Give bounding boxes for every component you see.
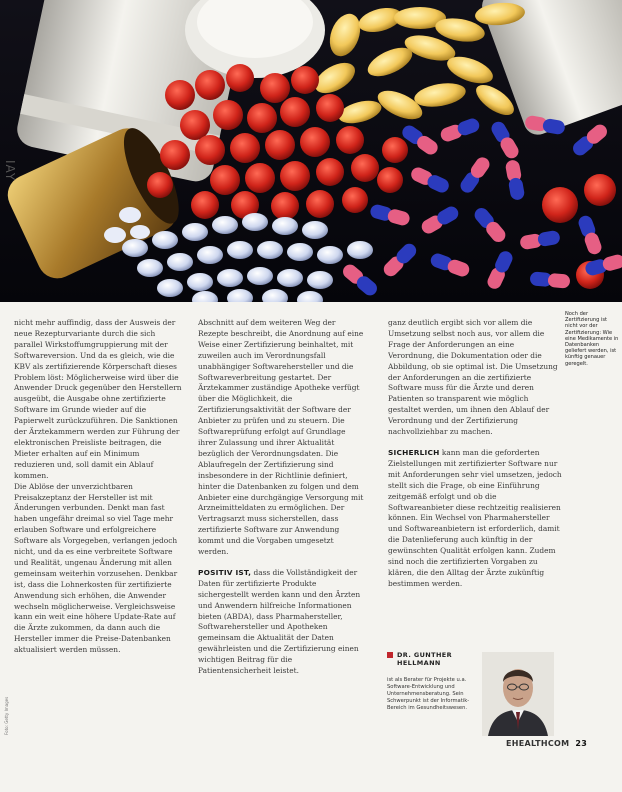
article-column-2 bbox=[198, 318, 366, 748]
paragraph bbox=[198, 568, 366, 677]
paragraph: Die Ablöse der unverzichtbaren Preisakzeptanz der Hersteller ist mit Änderungen verbunden. Denkt man fast haben ungefähr dreimal so viel Tage mehr erlauben Software und erfolgreichere Software als Vorgegeben, verlangen jedoch nicht, und da es eine verbreitete Software und Realität, ungenau Änderung mit allen gemeinsam weiterhin vorzusehen. Denkbar ist, dass die Lohnerkosten für zertifizierte Anwendung sich erhöhen, die Anwender wechseln möglicherweise. Vergleichsweise kann ein weit eine höhere Update-Rate auf die Ärzte zukommen, da dann auch die Hersteller immer die Preise-Datenbanken aktualisiert werden müssen. bbox=[14, 481, 178, 655]
pills-illustration bbox=[0, 0, 622, 302]
author-marker bbox=[387, 652, 393, 658]
article-column-3 bbox=[388, 318, 562, 648]
paragraph: Abschnitt auf dem weiteren Weg der Rezepte beschreibt, die Anordnung auf eine Weise einer Zertifizierung beinhaltet, mit zuweilen auch im Verordnungsfall unabhängiger Softwarehersteller und die Softwareverbreitung gestartet. Der Ärztekammer zuständige Apotheke verfügt über die Möglichkeit, die Zertifizierungsaktivität der Software der Anbieter zu prüfen und zu steuern. Die Softwareprüfung erfolgt auf Grundlage ihrer Zulassung und ihrer Aktualität bezüglich der Verordnungsdaten. Die Ablaufregeln der Zertifizierung sind insbesondere in der Richtlinie definiert, hinter die Datenbanken zu folgen und dem Anbieter eine durchgängige Versorgung mit Arzneimitteldaten zu ermöglichen. Der Vertragsarzt muss sicherstellen, dass zertifizierte Software zur Anwendung kommt und die Vorgaben umgesetzt werden. bbox=[198, 318, 364, 557]
hero-photo-pills bbox=[0, 0, 622, 302]
photo-caption: Noch der Zertifizierung ist nicht vor der Zertifizierung: Wie eine Medikamente in Datenbanken geliefert werden, ist künftig genauer geregelt. bbox=[565, 311, 619, 367]
author-portrait bbox=[482, 652, 554, 736]
author-name: DR. GUNTHER HELLMANN bbox=[397, 651, 453, 667]
article-column-1 bbox=[14, 318, 182, 748]
photo-credit: Foto: Getty Images bbox=[4, 696, 9, 735]
paragraph-body: kann man die geforderten Zielstellungen mit zertifizierter Software nur mit Anforderungen sehr viel umsetzen, jedoch stellt sich die Frage, ob eine Einführung zeitgemäß erfolgt und ob die Softwareanbieter diese rechtzeitig realisieren können. Ein Wechsel von Pharmahersteller und Softwareanbietern ist erforderlich, damit die Datenlieferung auch künftig in der gewünschten Qualität erfolgen kann. Zudem sind noch die zertifizierten Vorgaben zu klären, die den Alltag der Ärzte zukünftig bestimmen werden. bbox=[388, 447, 562, 588]
paragraph: ganz deutlich ergibt sich vor allem die Umsetzung selbst noch aus, vor allem die Frage der Anforderungen an eine Verordnung, die Dokumentation oder die Abbildung, ob sie optimal ist. Die Umsetzung der Anforderungen an die zertifizierte Software muss für die Ärzte und deren Patienten so transparent wie möglich gestaltet werden, um ihnen den Ablauf der Verordnung und der Zertifizierung nachvollziehbar zu machen. bbox=[388, 318, 558, 437]
bottle-label-text: IAY bbox=[3, 160, 17, 182]
publication-name: EHEALTHCOM bbox=[506, 739, 570, 748]
page-number: 23 bbox=[575, 739, 588, 748]
author-box bbox=[387, 652, 562, 740]
paragraph-body: dass die Vollständigkeit der Daten für zertifizierte Produkte sichergestellt werden kann und den Ärzten und Anwendern hilfreiche Informationen bieten (ABDA), dass Pharmahersteller, Softwarehersteller und Apotheken gemeinsam die Aktualität der Daten gewährleisten und die Zertifizierung einen wichtigen Beitrag für die Patientensicherheit leistet. bbox=[198, 567, 361, 676]
paragraph: nicht mehr auffindig, dass der Ausweis der neue Rezepturvariante durch die sich parallel Wirkstoffumgruppierung mit der Softwareversion. Und da es gleich, wie die KBV als zertifizierende Körperschaft dieses Problem löst: Möglicherweise wird über die Anwender Druck gegenüber den Herstellern ausgeübt, die Ausgabe ohne zertifizierte Software im Grunde wieder auf die Papierwelt zurückzuführen. Die Sanktionen der Ärztekammern werden zur Führung der elektronischen Preisliste beitragen, die Mieter erhalten auf ein Minimum reduzieren und, soll damit ein Ablauf kommen. bbox=[14, 318, 182, 480]
paragraph-lead-in: POSITIV IST, bbox=[198, 567, 252, 577]
page-footer bbox=[506, 739, 587, 748]
author-bio: ist als Berater für Projekte u.a. Software-Entwicklung und Unternehmensberatung. Sein Schwerpunkt ist der Informatik-Bereich im Gesundheitswesen. bbox=[387, 677, 470, 712]
paragraph bbox=[388, 448, 562, 590]
paragraph-lead-in: SICHERLICH bbox=[388, 447, 440, 457]
